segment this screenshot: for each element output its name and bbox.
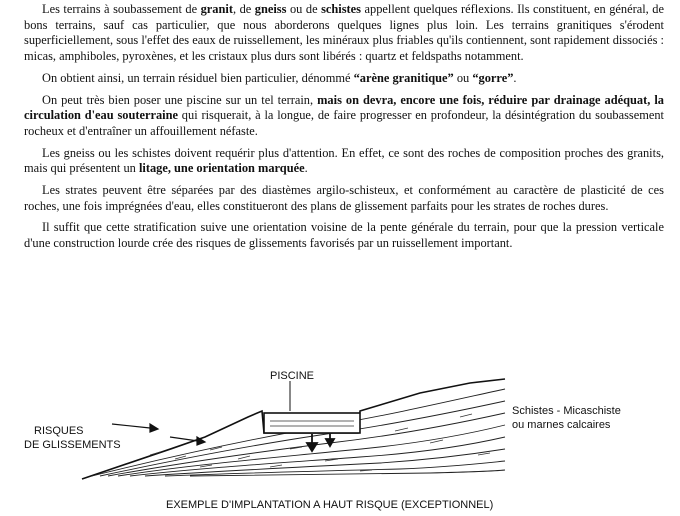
- pool-basin: [264, 413, 360, 433]
- bold-run: mais on devra, encore une fois, réduire par drainage adéquat, la circulation d'eau souterraine: [24, 92, 664, 123]
- paragraph: [24, 183, 664, 214]
- text-run: Les terrains à soubassement de: [42, 2, 201, 16]
- paragraph: [24, 220, 664, 251]
- label-piscine: PISCINE: [270, 370, 315, 382]
- bold-run: “gorre”: [472, 70, 514, 85]
- text-run: .: [304, 161, 308, 176]
- bold-run: “arène granitique”: [353, 70, 454, 85]
- label-marnes: ou marnes calcaires: [512, 419, 611, 431]
- bold-run: schistes: [321, 2, 362, 16]
- text-run: Les strates peuvent être séparées par des diastèmes argilo-schisteux, et conformément au caractère de plasticité de ces roches, une fois imprégnées d'eau, elles constitueront des plans de glissement parfaits pour les strates de roches dures.: [24, 183, 664, 213]
- label-risques: RISQUES: [34, 425, 84, 437]
- bold-run: gneiss: [254, 2, 287, 16]
- paragraph: [24, 2, 664, 65]
- paragraph: [24, 93, 664, 140]
- text-run: qui risquerait, à la longue, de faire progresser en profondeur, la désintégration du soubassement rocheux et d'entraîner un affouillement néfaste.: [24, 108, 664, 138]
- text-run: ou: [453, 70, 473, 85]
- text-run: , de: [232, 2, 255, 16]
- label-glissements: DE GLISSEMENTS: [24, 439, 121, 451]
- label-schistes: Schistes - Micaschiste: [512, 405, 621, 417]
- text-run: Il suffit que cette stratification suive une orientation voisine de la pente générale du terrain, pour que la pression verticale d'une construction lourde crée des risques de glissements favorisés par un ruissellement important.: [24, 220, 664, 251]
- bold-run: litage, une orientation marquée: [138, 161, 305, 176]
- text-run: On obtient ainsi, un terrain résiduel bien particulier, dénommé: [42, 70, 354, 85]
- slope-diagram: [0, 355, 680, 516]
- bold-run: granit: [200, 2, 233, 16]
- text-run: .: [513, 70, 517, 85]
- paragraph: [24, 146, 664, 177]
- diagram-caption: EXEMPLE D'IMPLANTATION A HAUT RISQUE (EXCEPTIONNEL): [166, 499, 494, 511]
- text-run: Les gneiss ou les schistes doivent requérir plus d'attention. En effet, ce sont des roches de composition proches des granits, mais qui présentent un: [24, 145, 664, 176]
- text-run: On peut très bien poser une piscine sur un tel terrain,: [42, 92, 318, 107]
- paragraph: [24, 71, 664, 87]
- text-run: ou de: [286, 2, 322, 16]
- text-run: appellent quelques réflexions. Ils constituent, en général, de bons terrains, sauf cas particulier, que nous aborderons quelques lignes plus loin. Les terrains granitiques s'érodent superficiellement, sous l'effet des eaux de ruissellement, les minéraux plus friables qu'ils contiennent, sont rapidement dissociés : micas, amphiboles, pyroxènes, et les cristaux plus durs sont libérés : quartz et feldspaths notamment.: [24, 2, 664, 64]
- body-text: [24, 2, 664, 258]
